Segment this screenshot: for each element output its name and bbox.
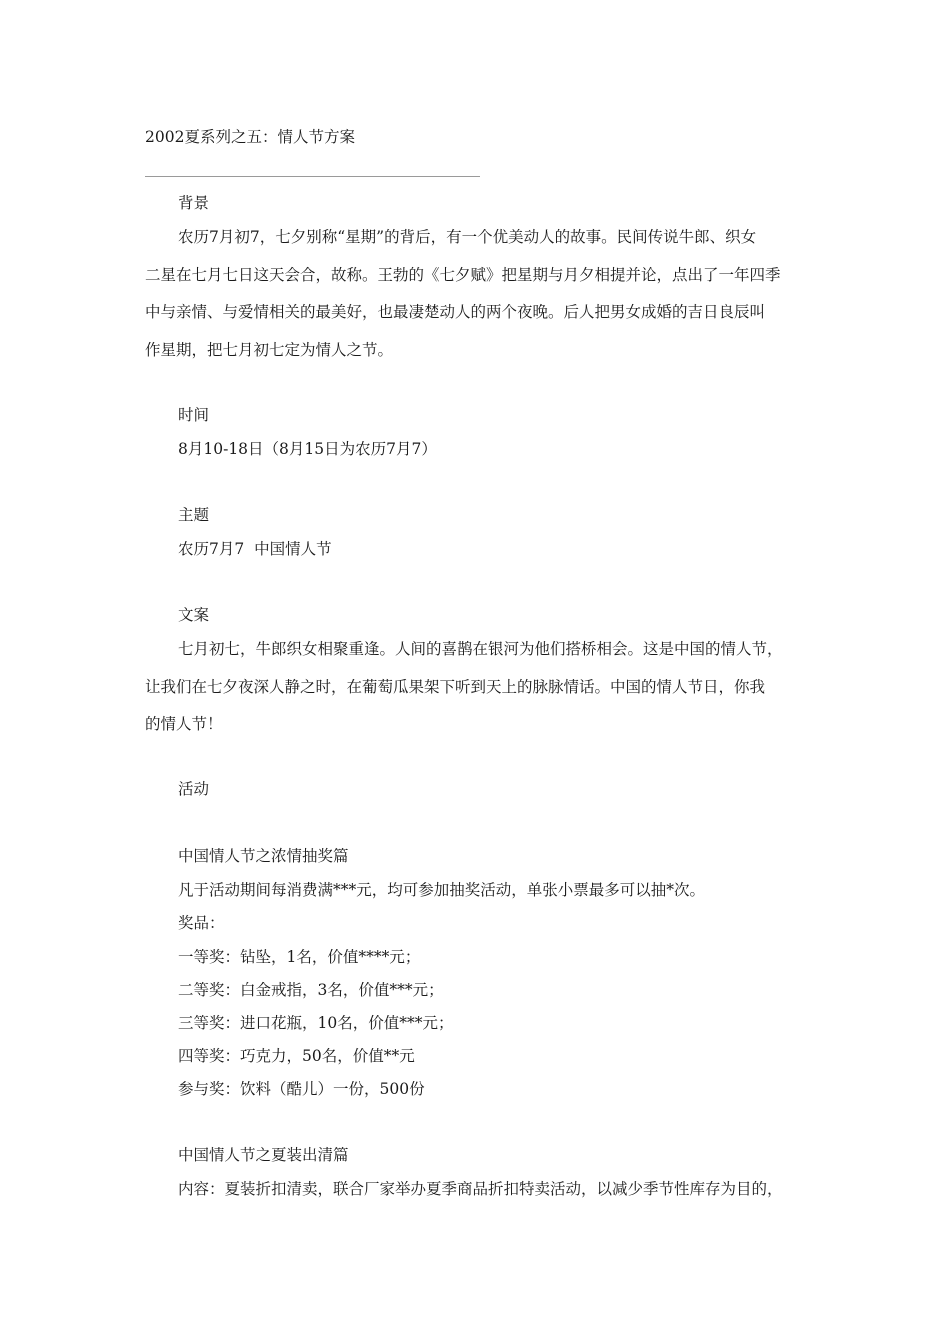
- prizes-label: 奖品：: [178, 914, 225, 932]
- prize-item: 四等奖：巧克力，50名，价值**元: [178, 1047, 415, 1065]
- lottery-rule: 凡于活动期间每消费满***元，均可参加抽奖活动，单张小票最多可以抽*次。: [178, 881, 706, 899]
- title-divider: [145, 176, 480, 177]
- background-heading: 背景: [178, 194, 210, 212]
- prize-item: 二等奖：白金戒指，3名，价值***元；: [178, 981, 444, 999]
- clearance-content: 内容：夏装折扣清卖，联合厂家举办夏季商品折扣特卖活动，以减少季节性库存为目的，: [178, 1180, 783, 1198]
- lottery-title: 中国情人节之浓情抽奖篇: [178, 847, 349, 865]
- clearance-title: 中国情人节之夏装出清篇: [178, 1146, 349, 1164]
- prize-item: 一等奖：钻坠，1名，价值****元；: [178, 948, 421, 966]
- activities-heading: 活动: [178, 780, 210, 798]
- copy-line: 七月初七，牛郎织女相聚重逢。人间的喜鹊在银河为他们搭桥相会。这是中国的情人节，: [178, 640, 783, 658]
- background-line: 农历7月初7，七夕别称“星期”的背后，有一个优美动人的故事。民间传说牛郎、织女: [178, 228, 757, 246]
- background-line: 中与亲情、与爱情相关的最美好，也最凄楚动人的两个夜晚。后人把男女成婚的吉日良辰叫: [145, 303, 766, 321]
- copy-line: 让我们在七夕夜深人静之时，在葡萄瓜果架下听到天上的脉脉情话。中国的情人节日，你我: [145, 678, 766, 696]
- theme-text: 农历7月7 中国情人节: [178, 540, 332, 558]
- copy-heading: 文案: [178, 606, 210, 624]
- background-line: 作星期，把七月初七定为情人之节。: [145, 341, 394, 359]
- prize-item: 三等奖：进口花瓶，10名，价值***元；: [178, 1014, 454, 1032]
- document-title: 2002夏系列之五：情人节方案: [145, 128, 355, 146]
- copy-line: 的情人节！: [145, 715, 223, 733]
- prize-item: 参与奖：饮料（酷儿）一份，500份: [178, 1080, 425, 1098]
- time-heading: 时间: [178, 406, 210, 424]
- background-line: 二星在七月七日这天会合，故称。王勃的《七夕赋》把星期与月夕相提并论，点出了一年四季: [145, 266, 781, 284]
- theme-heading: 主题: [178, 506, 210, 524]
- time-text: 8月10-18日（8月15日为农历7月7）: [178, 440, 437, 458]
